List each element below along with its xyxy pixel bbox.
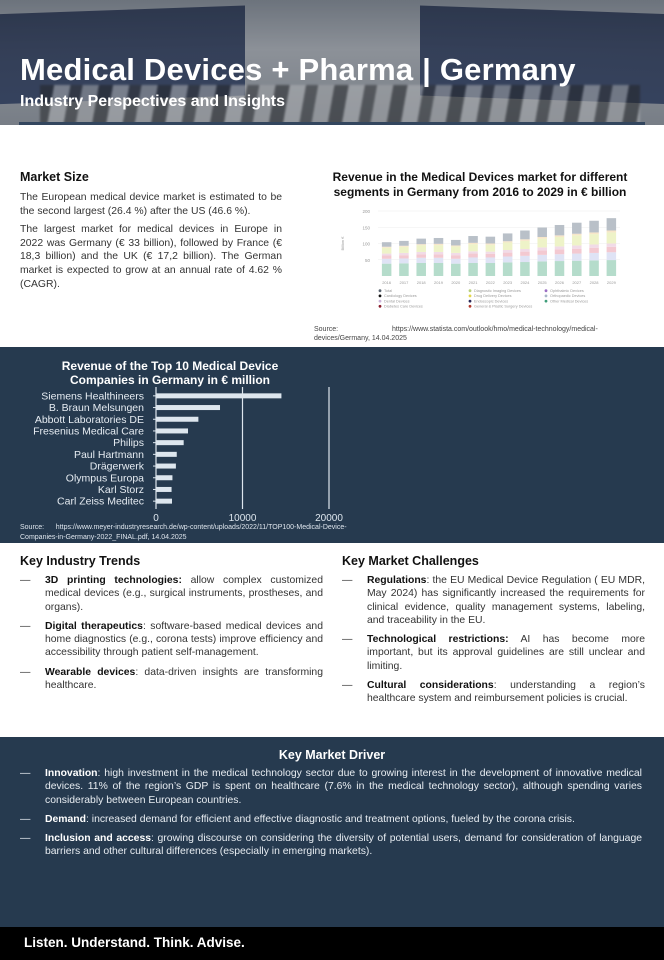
bar-segment bbox=[520, 262, 530, 276]
bar-segment bbox=[486, 263, 496, 276]
dash-bullet-icon: — bbox=[342, 634, 353, 646]
legend-swatch bbox=[545, 289, 548, 292]
x-tick-label: 2028 bbox=[589, 280, 599, 285]
legend-swatch bbox=[379, 289, 382, 292]
list-item bbox=[20, 832, 642, 859]
bar-segment bbox=[382, 254, 392, 256]
bar-segment bbox=[468, 251, 478, 253]
bar-segment bbox=[382, 264, 392, 276]
market-challenges-title: Key Market Challenges bbox=[342, 554, 479, 568]
market-driver-title: Key Market Driver bbox=[278, 748, 386, 762]
bar-segment bbox=[382, 247, 392, 248]
item-term: Technological restrictions: bbox=[367, 634, 509, 646]
bar-segment bbox=[537, 228, 547, 237]
bar-segment bbox=[468, 244, 478, 251]
bar-segment bbox=[537, 239, 547, 248]
segment-chart-source bbox=[314, 325, 646, 343]
category-label: Philips bbox=[113, 437, 144, 450]
list-item bbox=[20, 813, 642, 826]
bar-segment bbox=[537, 247, 547, 250]
bar-segment bbox=[555, 225, 565, 235]
bar-segment bbox=[468, 243, 478, 244]
category-label: Drägerwerk bbox=[89, 460, 144, 473]
bar bbox=[156, 440, 184, 445]
bar-segment bbox=[572, 254, 582, 261]
bar-segment bbox=[572, 249, 582, 254]
bar-segment bbox=[520, 231, 530, 240]
bar-segment bbox=[451, 264, 461, 276]
bar-segment bbox=[555, 235, 565, 237]
bar-segment bbox=[607, 260, 617, 276]
bar-segment bbox=[555, 261, 565, 276]
bar bbox=[156, 417, 198, 422]
bar-segment bbox=[607, 232, 617, 243]
bar-segment bbox=[589, 248, 599, 253]
bar-segment bbox=[434, 254, 444, 258]
bar-segment bbox=[416, 244, 426, 245]
x-tick-label: 0 bbox=[153, 513, 159, 524]
bar bbox=[156, 487, 172, 492]
hero-banner bbox=[0, 0, 664, 125]
bar-segment bbox=[537, 250, 547, 255]
bar-segment bbox=[537, 261, 547, 276]
bar-segment bbox=[520, 249, 530, 252]
source-url[interactable]: https://www.statista.com/outlook/hmo/medical-technology/medical-devices/Germany, 14.04.2025 bbox=[314, 326, 598, 342]
bar-segment bbox=[416, 239, 426, 245]
legend-swatch bbox=[545, 295, 548, 298]
x-tick-label: 2021 bbox=[468, 280, 478, 285]
bar-segment bbox=[399, 253, 409, 255]
bar-segment bbox=[607, 252, 617, 260]
dash-bullet-icon: — bbox=[20, 768, 31, 779]
legend-label: Other Medical Devices bbox=[550, 299, 589, 304]
legend-label: Diabetes Care Devices bbox=[384, 304, 423, 309]
bar-segment bbox=[520, 256, 530, 262]
bar-segment bbox=[537, 237, 547, 239]
bar bbox=[156, 393, 281, 398]
x-tick-label: 2018 bbox=[416, 280, 426, 285]
bar-segment bbox=[503, 241, 513, 242]
top-companies-chart-svg bbox=[0, 387, 664, 525]
legend-swatch bbox=[379, 305, 382, 308]
market-challenges-section bbox=[342, 554, 645, 712]
footer-tagline: Listen. Understand. Think. Advise. bbox=[24, 935, 245, 950]
dash-bullet-icon: — bbox=[20, 833, 31, 845]
bar-segment bbox=[486, 257, 496, 263]
bar-segment bbox=[486, 252, 496, 254]
item-term: Cultural considerations bbox=[367, 680, 494, 692]
bar-segment bbox=[589, 260, 599, 276]
category-label: Paul Hartmann bbox=[73, 448, 144, 461]
list-item bbox=[20, 767, 642, 807]
bar-segment bbox=[468, 263, 478, 276]
bar-segment bbox=[589, 253, 599, 260]
bar-segment bbox=[486, 244, 496, 245]
segment-revenue-chart bbox=[314, 170, 646, 343]
x-tick-label: 2020 bbox=[451, 280, 461, 285]
bar-segment bbox=[399, 258, 409, 263]
item-term: Demand bbox=[45, 813, 86, 825]
bar-segment bbox=[607, 247, 617, 253]
y-axis-label: Billion € bbox=[340, 236, 345, 251]
bar bbox=[156, 464, 176, 469]
bar-segment bbox=[451, 245, 461, 246]
legend-label: Dental Devices bbox=[384, 299, 410, 304]
bar-segment bbox=[503, 253, 513, 257]
x-tick-label: 10000 bbox=[228, 513, 257, 524]
trends-list bbox=[20, 574, 323, 692]
top-companies-source bbox=[20, 523, 360, 542]
bar-segment bbox=[589, 244, 599, 247]
category-label: B. Braun Melsungen bbox=[48, 402, 144, 415]
bar-segment bbox=[434, 245, 444, 252]
market-size-title: Market Size bbox=[20, 170, 89, 184]
legend-swatch bbox=[379, 300, 382, 303]
segment-chart-title: Revenue in the Medical Devices market for different segments in Germany from 2016 to 2029 in € billion bbox=[332, 170, 628, 199]
source-label: Source: bbox=[20, 524, 45, 531]
category-label: Carl Zeiss Meditec bbox=[57, 495, 144, 508]
bar-segment bbox=[555, 249, 565, 254]
bar-segment bbox=[503, 233, 513, 241]
item-term: Wearable devices bbox=[45, 666, 136, 678]
bar-segment bbox=[468, 257, 478, 263]
item-text: : understanding a region’s healthcare system and reimbursement policies is crucial. bbox=[367, 680, 645, 705]
item-text: AI has become more important, but its approval guidelines are still unclear and limiting. bbox=[367, 634, 646, 672]
item-term: 3D printing technologies: bbox=[45, 575, 182, 586]
item-term: Innovation bbox=[45, 768, 98, 779]
x-tick-label: 2024 bbox=[520, 280, 530, 285]
source-url[interactable]: https://www.meyer-industryresearch.de/wp-content/uploads/2022/11/TOP100-Medical-Device-Companies-in-Germany-2022_FINAL.pdf, 14.04.2025 bbox=[20, 524, 347, 541]
page-title: Medical Devices + Pharma | Germany bbox=[20, 52, 576, 87]
segment-chart-svg bbox=[330, 203, 630, 323]
y-tick-label: 100 bbox=[362, 241, 370, 247]
item-text: allow complex customized medical devices (e.g., surgical instruments, prostheses, and organs). bbox=[45, 575, 323, 613]
bar-segment bbox=[399, 263, 409, 276]
bar-segment bbox=[399, 241, 409, 246]
legend-swatch bbox=[469, 300, 472, 303]
bar-segment bbox=[434, 263, 444, 276]
legend-label: Endoscopic Devices bbox=[474, 299, 509, 304]
bar bbox=[156, 405, 220, 410]
bar-segment bbox=[416, 254, 426, 258]
industry-trends-title: Key Industry Trends bbox=[20, 554, 141, 568]
market-driver-panel bbox=[0, 737, 664, 927]
bar-segment bbox=[434, 252, 444, 254]
dash-bullet-icon: — bbox=[20, 620, 31, 632]
x-tick-label: 2029 bbox=[606, 280, 616, 285]
bar-segment bbox=[451, 253, 461, 255]
bar bbox=[156, 475, 172, 480]
legend-swatch bbox=[545, 300, 548, 303]
legend-label: Diagnostic Imaging Devices bbox=[474, 289, 521, 293]
bar-segment bbox=[434, 258, 444, 263]
bar-segment bbox=[520, 239, 530, 241]
category-label: Olympus Europa bbox=[65, 472, 144, 485]
bar-segment bbox=[416, 245, 426, 252]
bar-segment bbox=[555, 237, 565, 246]
bar-segment bbox=[399, 255, 409, 258]
bar-segment bbox=[382, 248, 392, 254]
bar-segment bbox=[416, 252, 426, 254]
bar-segment bbox=[572, 234, 582, 236]
source-label: Source: bbox=[314, 326, 339, 333]
item-text: : software-based medical devices and home diagnostics (e.g., corona tests) improve efficiency and accessibility through patient self-management. bbox=[45, 620, 323, 659]
page-subtitle: Industry Perspectives and Insights bbox=[20, 93, 285, 110]
item-term: Inclusion and access bbox=[45, 833, 152, 845]
x-tick-label: 2027 bbox=[572, 280, 582, 285]
drivers-list bbox=[20, 767, 642, 859]
bar-segment bbox=[520, 252, 530, 256]
bar-segment bbox=[572, 261, 582, 276]
bar-segment bbox=[520, 241, 530, 249]
bar-segment bbox=[468, 236, 478, 243]
bar-segment bbox=[572, 235, 582, 245]
legend-label: Drug Delivery Devices bbox=[474, 294, 512, 299]
list-item bbox=[20, 620, 323, 660]
bar-segment bbox=[382, 259, 392, 264]
bar-segment bbox=[503, 250, 513, 253]
bar-segment bbox=[451, 259, 461, 264]
item-text: : the EU Medical Device Regulation ( EU MDR, May 2024) has significantly increased the requirements for clinical evidence, quality management systems, labeling, and traceability in the EU. bbox=[367, 575, 645, 626]
bar-segment bbox=[555, 254, 565, 261]
bar-segment bbox=[503, 243, 513, 250]
x-tick-label: 2022 bbox=[485, 280, 495, 285]
bar-segment bbox=[451, 246, 461, 253]
bar-segment bbox=[607, 244, 617, 247]
legend-swatch bbox=[469, 289, 472, 292]
x-tick-label: 2023 bbox=[503, 280, 513, 285]
item-text: : increased demand for efficient and effective diagnostic and treatment options, fueled by the corona crisis. bbox=[86, 813, 575, 825]
item-text: : growing discourse on considering the diversity of potential users, demand for consideration of language barriers and other cultural differences (especially in emerging markets). bbox=[45, 833, 642, 858]
dash-bullet-icon: — bbox=[20, 813, 31, 825]
item-text: : data-driven insights are transforming healthcare. bbox=[45, 666, 323, 692]
legend-swatch bbox=[469, 305, 472, 308]
bar-segment bbox=[486, 254, 496, 258]
bar-segment bbox=[416, 258, 426, 263]
bar-segment bbox=[434, 238, 444, 244]
bar-segment bbox=[555, 246, 565, 249]
category-label: Abbott Laboratories DE bbox=[34, 413, 144, 426]
market-size-section bbox=[20, 170, 282, 296]
x-tick-label: 2016 bbox=[382, 280, 392, 285]
legend-label: Ophthalmic Devices bbox=[550, 289, 584, 293]
top-companies-chart-title: Revenue of the Top 10 Medical Device Companies in Germany in € million bbox=[61, 359, 279, 387]
bar-segment bbox=[382, 256, 392, 259]
bar-segment bbox=[451, 255, 461, 259]
bar-segment bbox=[572, 245, 582, 248]
bar-segment bbox=[399, 246, 409, 247]
list-item bbox=[20, 574, 323, 614]
list-item bbox=[342, 679, 645, 706]
item-term: Digital therapeutics bbox=[45, 620, 143, 632]
x-tick-label: 2025 bbox=[537, 280, 547, 285]
list-item bbox=[20, 666, 323, 693]
bar bbox=[156, 452, 177, 457]
bar-segment bbox=[416, 263, 426, 276]
bar-segment bbox=[589, 221, 599, 233]
bar-segment bbox=[503, 262, 513, 276]
item-text: : high investment in the medical technology sector due to growing interest in the development of innovative medical devices. 11% of the region’s GDP is spent on healthcare (7.6% in the medical technology sector), although spending varies considerably between European countries. bbox=[45, 768, 642, 806]
x-tick-label: 2017 bbox=[399, 280, 409, 285]
bar-segment bbox=[399, 247, 409, 253]
y-tick-label: 200 bbox=[362, 209, 370, 214]
legend-swatch bbox=[379, 295, 382, 298]
footer bbox=[0, 927, 664, 960]
bar-segment bbox=[382, 242, 392, 247]
x-tick-label: 2019 bbox=[434, 280, 443, 285]
bar-segment bbox=[468, 254, 478, 258]
legend-label: Orthopaedic Devices bbox=[550, 294, 586, 299]
item-term: Regulations bbox=[367, 575, 427, 586]
legend-label: Total bbox=[384, 289, 393, 293]
bar-segment bbox=[572, 223, 582, 234]
bar-segment bbox=[607, 218, 617, 230]
market-size-paragraph: The European medical device market is estimated to be the second largest (26.4 %) after the US (46.6 %). bbox=[20, 192, 282, 217]
legend-label: Cardiology Devices bbox=[384, 294, 417, 299]
x-tick-label: 2026 bbox=[555, 280, 564, 285]
bar-segment bbox=[537, 255, 547, 262]
bar-segment bbox=[503, 257, 513, 263]
top-companies-panel bbox=[0, 347, 664, 543]
challenges-list bbox=[342, 574, 645, 706]
y-tick-label: 150 bbox=[362, 225, 370, 231]
list-item bbox=[342, 633, 645, 673]
bar-segment bbox=[589, 234, 599, 244]
dash-bullet-icon: — bbox=[20, 575, 31, 586]
bar-segment bbox=[486, 245, 496, 252]
category-label: Fresenius Medical Care bbox=[33, 425, 144, 438]
category-label: Karl Storz bbox=[97, 483, 144, 496]
dash-bullet-icon: — bbox=[342, 575, 353, 586]
x-tick-label: 20000 bbox=[315, 513, 343, 524]
bar bbox=[156, 428, 188, 433]
market-size-paragraph: The largest market for medical devices in Europe in 2022 was Germany (€ 33 billion), followed by France (€ 18,3 billion) and the UK (€ 17,2 billion). The German market is expected to grow at an annual rate of 4.62 % (CAGR). bbox=[20, 224, 282, 290]
dash-bullet-icon: — bbox=[342, 680, 353, 692]
category-label: Siemens Healthineers bbox=[41, 390, 144, 403]
bar-segment bbox=[434, 244, 444, 245]
bar-segment bbox=[486, 237, 496, 244]
y-tick-label: 50 bbox=[364, 257, 370, 263]
bar-segment bbox=[607, 231, 617, 233]
industry-trends-section bbox=[20, 554, 323, 698]
dash-bullet-icon: — bbox=[20, 666, 31, 678]
list-item bbox=[342, 574, 645, 627]
legend-label: General & Plastic Surgery Devices bbox=[474, 304, 533, 309]
bar-segment bbox=[589, 232, 599, 234]
bar-segment bbox=[451, 240, 461, 246]
bar bbox=[156, 499, 172, 504]
legend-swatch bbox=[469, 295, 472, 298]
hero-divider bbox=[19, 122, 645, 125]
